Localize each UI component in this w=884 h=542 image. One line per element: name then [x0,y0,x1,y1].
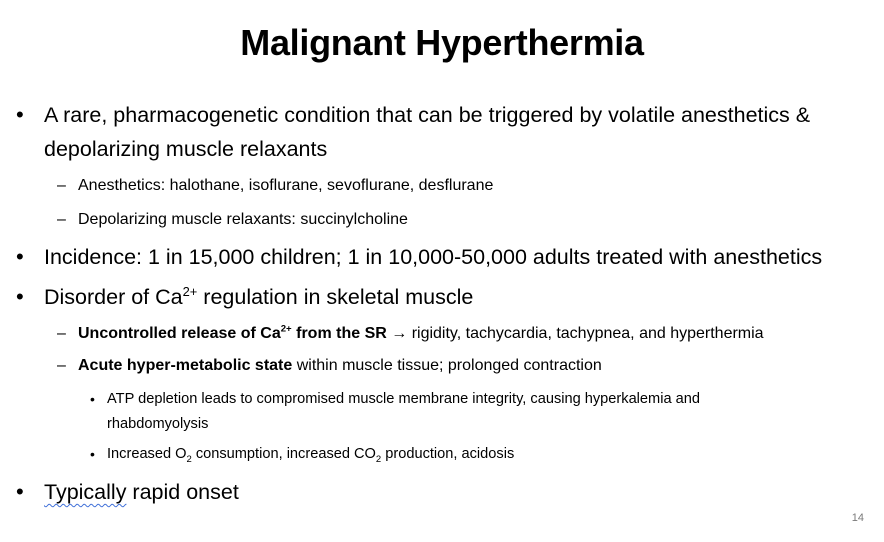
bullet-1-line-1: A rare, pharmacogenetic condition that can be triggered by volatile anesthetics & [44,103,811,127]
bullet-3-item-2 [107,445,514,463]
bullet-3-item-1-line-2: rhabdomyolysis [107,416,209,432]
dash-icon: – [57,177,66,194]
bullet-3-text [44,285,473,309]
bullet-3-item-2-sub-2: 2 [375,453,382,465]
bullet-1-line-2: depolarizing muscle relaxants [44,137,328,161]
bullet-3-sub-1-bold [78,325,387,342]
sub-bullet-dot-icon: • [90,446,95,462]
bullet-2-text: Incidence: 1 in 15,000 children; 1 in 10,000-50,000 adults treated with anesthetics [44,245,823,269]
bullet-4-text [44,480,239,504]
page-number: 14 [851,512,864,524]
spellcheck-underlined-word[interactable]: Typically [44,480,127,504]
sub-bullet-dot-icon: • [90,391,95,407]
bullet-3-item-2-p2: consumption, increased CO [191,446,376,462]
bullet-3-sub-1-rest: → rigidity, tachycardia, tachypnea, and hyperthermia [386,325,764,342]
bullet-dot-icon: • [16,244,24,269]
dash-icon: – [57,325,66,342]
bullet-3-sub-1-bold-post: from the SR [291,325,387,342]
bullet-3-item-1-line-1: ATP depletion leads to compromised muscle membrane integrity, causing hyperkalemia and [107,391,700,407]
slide-title: Malignant Hyperthermia [240,22,644,63]
bullet-3-item-2-p1: Increased O [107,446,187,462]
bullet-3-superscript: 2+ [182,283,198,299]
bullet-1-sub-1: Anesthetics: halothane, isoflurane, sevoflurane, desflurane [78,177,494,194]
bullet-dot-icon: • [16,102,24,127]
bullet-3-item-2-sub-1: 2 [186,453,192,465]
bullet-3-sub-2-bold: Acute hyper-metabolic state [78,357,293,374]
bullet-4-rest: rapid onset [126,480,239,504]
bullet-3-sub-2-rest: within muscle tissue; prolonged contraction [292,357,602,374]
bullet-dot-icon: • [16,284,24,309]
dash-icon: – [57,211,66,228]
bullet-3-sub-1-bold-pre: Uncontrolled release of Ca [78,325,281,342]
bullet-3-sub-1-superscript: 2+ [280,323,292,335]
bullet-3-item-2-p3: production, acidosis [381,446,515,462]
bullet-3-sub-1 [78,324,764,344]
bullet-3-sub-2 [78,356,602,376]
dash-icon: – [57,357,66,374]
bullet-dot-icon: • [16,479,24,504]
bullet-3-text-post: regulation in skeletal muscle [197,285,474,309]
bullet-3-text-pre: Disorder of Ca [44,285,183,309]
bullet-1-sub-2: Depolarizing muscle relaxants: succinylcholine [78,211,408,228]
